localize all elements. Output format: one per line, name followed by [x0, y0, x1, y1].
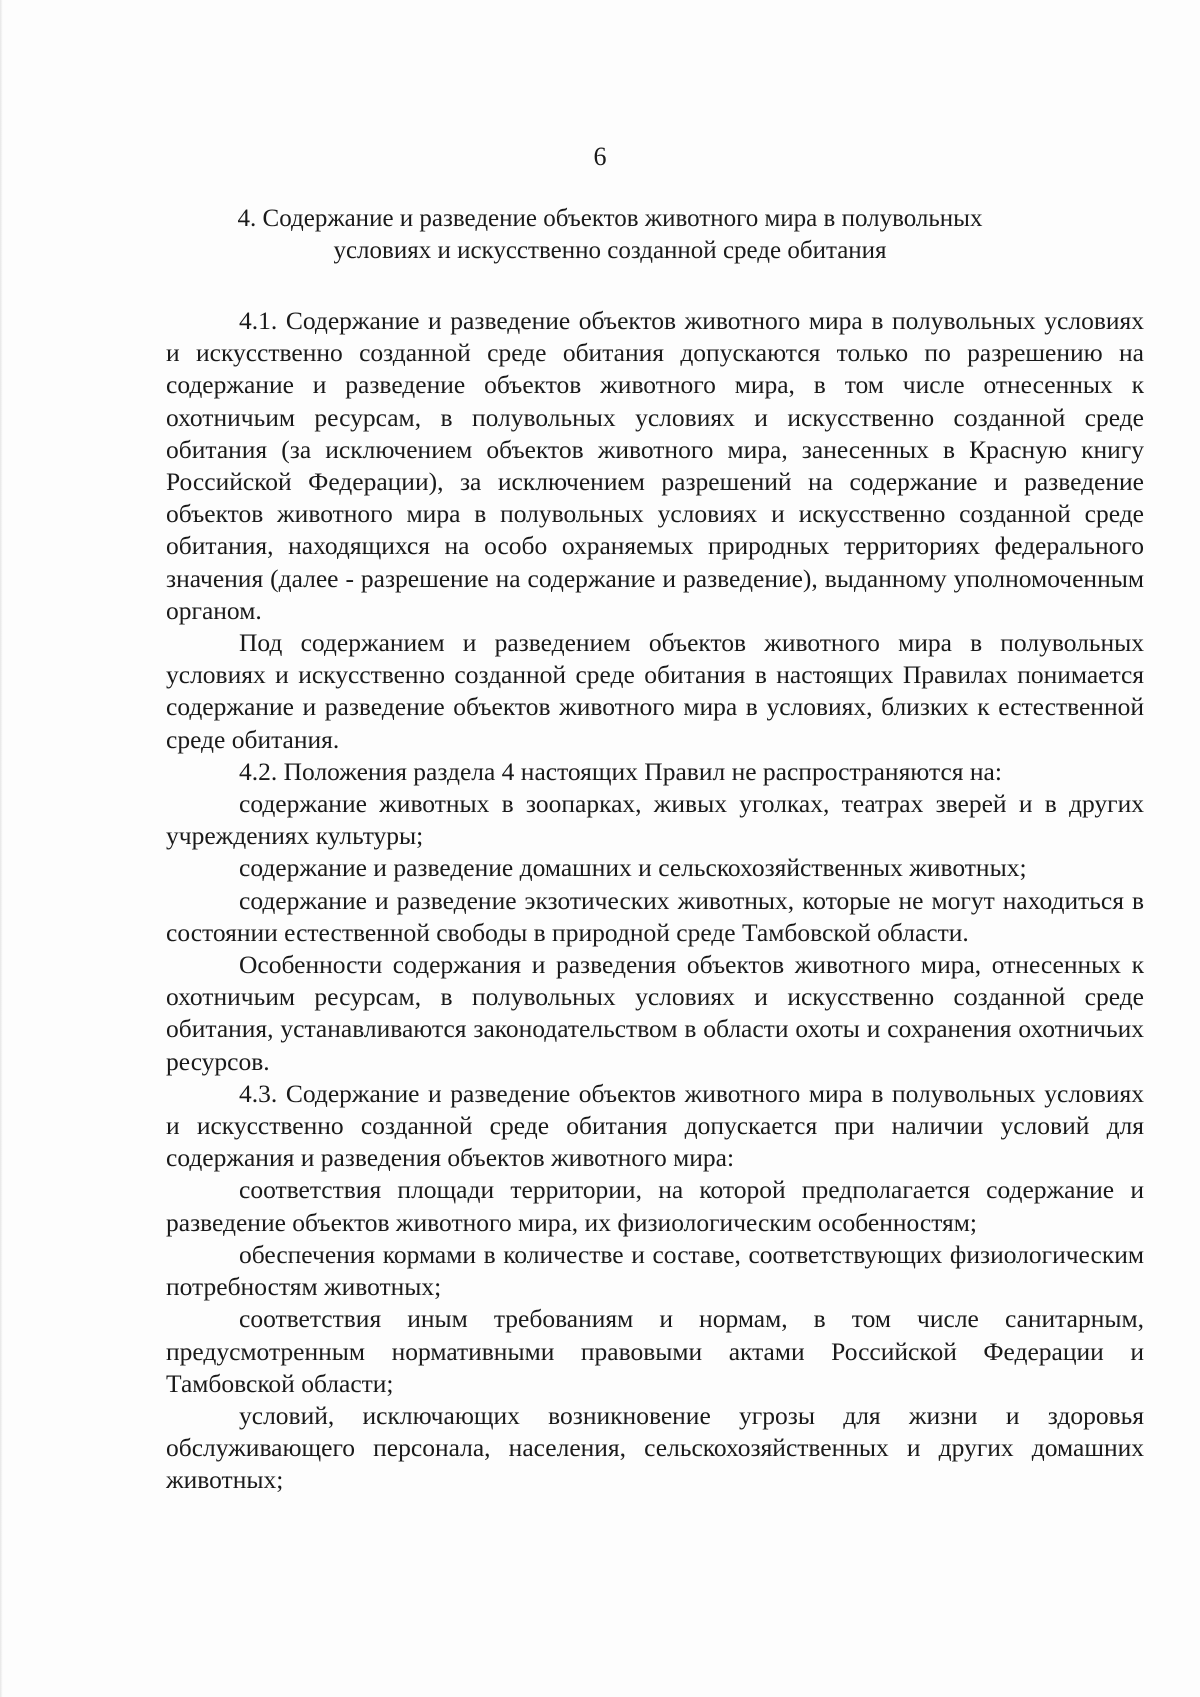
list-item-feed: обеспечения кормами в количестве и составе, соответствующих физиологическим потребностям животных;	[166, 1239, 1144, 1302]
list-item-domestic: содержание и разведение домашних и сельскохозяйственных животных;	[239, 853, 1027, 883]
list-item-area: соответствия площади территории, на которой предполагается содержание и разведение объектов животного мира, их физиологическим особенностям;	[166, 1175, 1144, 1237]
paragraph-hunting-resources: Особенности содержания и разведения объектов животного мира, отнесенных к охотничьим ресурсам, в полувольных условиях и искусственно созданной среде обитания, устанавливаются законодательством в области охоты и сохранения охотничьих ресурсов.	[166, 950, 1144, 1076]
section-title	[160, 203, 1060, 267]
scan-edge	[0, 0, 3, 1697]
paragraph-definition: Под содержанием и разведением объектов животного мира в полувольных условиях и искусственно созданной среде обитания в настоящих Правилах понимается содержание и разведение объектов животного мира в условиях, близких к естественной среде обитания.	[166, 628, 1144, 754]
section-title-line-2: условиях и искусственно созданной среде обитания	[333, 237, 887, 264]
list-item-zoos: содержание животных в зоопарках, живых уголках, театрах зверей и в других учреждениях культуры;	[166, 789, 1144, 851]
section-title-line-1: 4. Содержание и разведение объектов животного мира в полувольных	[237, 205, 983, 232]
body-text	[166, 305, 1144, 1497]
paragraph-4-3: 4.3. Содержание и разведение объектов животного мира в полувольных условиях и искусственно созданной среде обитания допускается при наличии условий для содержания и разведения объектов животного мира:	[166, 1078, 1144, 1173]
paragraph-4-2: 4.2. Положения раздела 4 настоящих Правил не распространяются на:	[239, 756, 1002, 786]
list-item-safety: условий, исключающих возникновение угрозы для жизни и здоровья обслуживающего персонала, населения, сельскохозяйственных и других домашних животных;	[166, 1400, 1144, 1495]
list-item-norms: соответствия иным требованиям и нормам, в том числе санитарным, предусмотренным нормативными правовыми актами Российской Федерации и Тамбовской области;	[166, 1304, 1144, 1398]
page-number: 6	[593, 142, 607, 171]
paragraph-4-1: 4.1. Содержание и разведение объектов животного мира в полувольных условиях и искусственно созданной среде обитания допускаются только по разрешению на содержание и разведение объектов животного мира, в том числе отнесенных к охотничьим ресурсам, в полувольных условиях и искусственно созданной среде обитания (за исключением объектов животного мира, занесенных в Красную книгу Российской Федерации), за исключением разрешений на содержание и разведение объектов животного мира в полувольных условиях и искусственно созданной среде обитания, находящихся на особо охраняемых природных территориях федерального значения (далее - разрешение на содержание и разведение), выданному уполномоченным органом.	[166, 306, 1144, 625]
list-item-exotic: содержание и разведение экзотических животных, которые не могут находиться в состоянии естественной свободы в природной среде Тамбовской области.	[166, 885, 1144, 947]
